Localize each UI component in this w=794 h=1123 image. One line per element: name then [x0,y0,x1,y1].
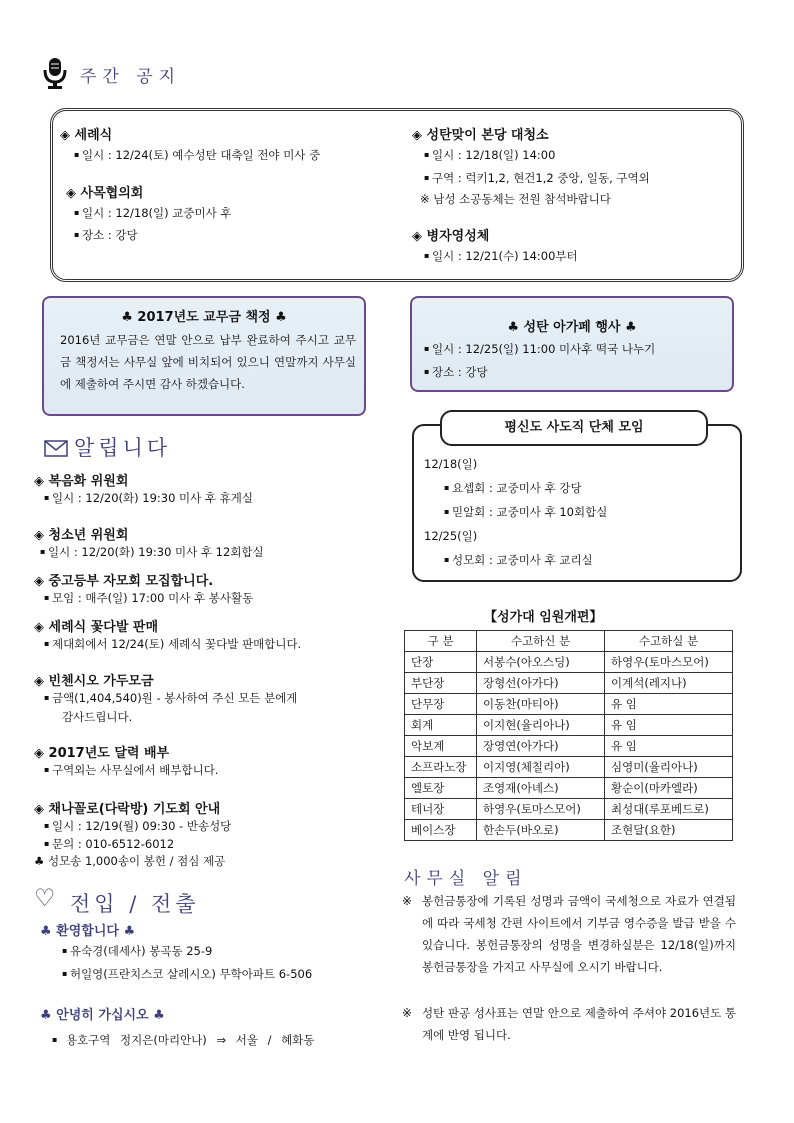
office-title: 사무실 알림 [404,869,528,889]
cell: 유 임 [605,694,733,715]
welcome-title: ♣ 환영합니다 ♣ [40,924,136,939]
announce-item-title: ◈ 복음화 위원회 [34,470,128,489]
announce-item-title: ◈ 2017년도 달력 배부 [34,742,169,761]
cell: 이지현(율리아나) [477,715,605,736]
cell: 회계 [405,715,477,736]
cell: 장형선(아가다) [477,673,605,694]
announce-title: 알립니다 [74,436,172,460]
groups-item: ▪ 성모회 : 교중미사 후 교리실 [444,552,593,568]
cell: 단무장 [405,694,477,715]
column-header: 수고하신 분 [477,631,605,652]
cleaning-title: ◈ 성탄맞이 본당 대청소 [412,124,549,143]
cell: 부단장 [405,673,477,694]
heart-icon: ♡ [34,884,56,912]
cell: 유 임 [605,715,733,736]
envelope-icon [44,440,68,457]
microphone-icon [42,56,68,90]
agape-title: ♣ 성탄 아가페 행사 ♣ [507,320,637,335]
cell: 테너장 [405,799,477,820]
baptism-title: ◈ 세례식 [60,124,112,143]
announce-item-title: ◈ 세례식 꽃다발 판매 [34,616,158,635]
cell: 한손두(바오로) [477,820,605,841]
groups-item: ▪ 믿알회 : 교중미사 후 10회합실 [444,504,607,520]
table-header-row [405,631,733,652]
table-row [405,673,733,694]
farewell-item: ▪ 용호구역 정지은(마리안나) ⇒ 서울 / 혜화동 [52,1032,314,1048]
notice-box [50,108,744,282]
announce-item-line: ▪ 일시 : 12/20(화) 19:30 미사 후 12회합실 [40,544,264,560]
cell: 이동찬(마티아) [477,694,605,715]
agape-box [410,296,734,392]
adoration-title: ◈ 병자영성체 [412,225,489,244]
announce-item-line: ▪ 제대회에서 12/24(토) 세례식 꽃다발 판매합니다. [44,636,301,652]
farewell-title: ♣ 안녕히 가십시오 ♣ [40,1008,165,1023]
cell: 서봉수(아오스딩) [477,652,605,673]
cell: 하영우(토마스모어) [477,799,605,820]
table-row [405,715,733,736]
page-title: 주간 공지 [80,67,182,87]
cell: 유 임 [605,736,733,757]
cell: 장영연(아가다) [477,736,605,757]
announce-item-line: ▪ 일시 : 12/19(월) 09:30 - 반송성당 [44,818,231,834]
groups-item: ▪ 요셉회 : 교중미사 후 강당 [444,480,582,496]
cell: 소프라노장 [405,757,477,778]
office-note-mark: ※ [402,1006,413,1020]
welcome-item: ▪ 허일영(프란치스코 살레시오) 무학아파트 6-506 [62,966,312,982]
transfer-title: 전입 / 전출 [70,892,200,916]
column-header: 수고하실 분 [605,631,733,652]
dues-box [42,296,366,416]
cell: 황순이(마카엘라) [605,778,733,799]
column-header: 구 분 [405,631,477,652]
groups-title: 평신도 사도직 단체 모임 [440,410,708,446]
announce-item-line: ▪ 구역외는 사무실에서 배부합니다. [44,762,218,778]
office-note: 봉헌금통장에 기록된 성명과 금액이 국세청으로 자료가 연결됨에 따라 국세청 간편 사이트에서 기부금 영수증을 발급 받을 수 있습니다. 봉헌금통장의 성명을 변경하실분은 12/18(일)까지 봉헌금통장을 가지고 사무실에 오시기 바랍니다. [422,894,736,974]
table-row [405,799,733,820]
dues-title: ♣ 2017년도 교무금 책정 ♣ [121,310,287,325]
cell: 이계석(레지나) [605,673,733,694]
announce-item-title: ◈ 빈첸시오 가두모금 [34,670,154,689]
agape-place: ▪ 장소 : 강당 [424,364,732,380]
table-row [405,757,733,778]
cell: 최성대(루포베드로) [605,799,733,820]
cell: 하영우(토마스모어) [605,652,733,673]
cell: 조영재(아녜스) [477,778,605,799]
announce-item-line: ▪ 문의 : 010-6512-6012 [44,836,174,852]
baptism-date: ▪ 일시 : 12/24(토) 예수성탄 대축일 전야 미사 중 [74,147,320,163]
dues-text: 2016년 교무금은 연말 안으로 납부 완료하여 주시고 교무금 책정서는 사무실 앞에 비치되어 있으니 연말까지 사무실에 제출하여 주시면 감사 하겠습니다. [60,333,356,391]
cleaning-areas: ▪ 구역 : 럭키1,2, 현건1,2 중앙, 일동, 구역외 [424,170,650,186]
announce-item-line: ▪ 일시 : 12/20(화) 19:30 미사 후 휴게실 [44,490,253,506]
table-row [405,736,733,757]
table-row [405,652,733,673]
office-note: 성탄 판공 성사표는 연말 안으로 제출하여 주셔야 2016년도 통계에 반영 됩니다. [422,1006,737,1042]
choir-table [404,630,733,841]
adoration-date: ▪ 일시 : 12/21(수) 14:00부터 [424,248,578,264]
cell: 단장 [405,652,477,673]
pastoral-title: ◈ 사목협의회 [66,182,143,201]
pastoral-date: ▪ 일시 : 12/18(일) 교중미사 후 [74,205,231,221]
announce-item-line: ▪ 금액(1,404,540)원 - 봉사하여 주신 모든 분에게 [44,690,297,706]
cell: 엘토장 [405,778,477,799]
cell: 조현달(요한) [605,820,733,841]
agape-date: ▪ 일시 : 12/25(일) 11:00 미사후 떡국 나누기 [424,341,732,357]
cell: 심영미(율리아나) [605,757,733,778]
table-row [405,820,733,841]
groups-date-2: 12/25(일) [424,529,478,543]
announce-item-line: ▪ 모임 : 매주(일) 17:00 미사 후 봉사활동 [44,590,253,606]
rosary-note: ♣ 성모송 1,000송이 봉헌 / 점심 제공 [34,854,226,868]
cleaning-note: ※ 남성 소공동체는 전원 참석바랍니다 [420,192,611,206]
announce-item-title: ◈ 청소년 위원회 [34,524,128,543]
office-note-mark: ※ [402,894,413,908]
groups-date-1: 12/18(일) [424,457,478,471]
cell: 악보계 [405,736,477,757]
pastoral-place: ▪ 장소 : 강당 [74,227,138,243]
table-row [405,694,733,715]
announce-item-title: ◈ 채나꼴로(다락방) 기도회 안내 [34,798,220,817]
table-row [405,778,733,799]
cell: 이지영(체칠리아) [477,757,605,778]
choir-title: 【성가대 임원개편】 [484,610,603,625]
announce-item-line: 감사드립니다. [62,710,133,724]
cleaning-date: ▪ 일시 : 12/18(일) 14:00 [424,147,555,163]
announce-item-title: ◈ 중고등부 자모회 모집합니다. [34,570,213,589]
cell: 베이스장 [405,820,477,841]
welcome-item: ▪ 유숙경(데세사) 봉곡동 25-9 [62,943,212,959]
